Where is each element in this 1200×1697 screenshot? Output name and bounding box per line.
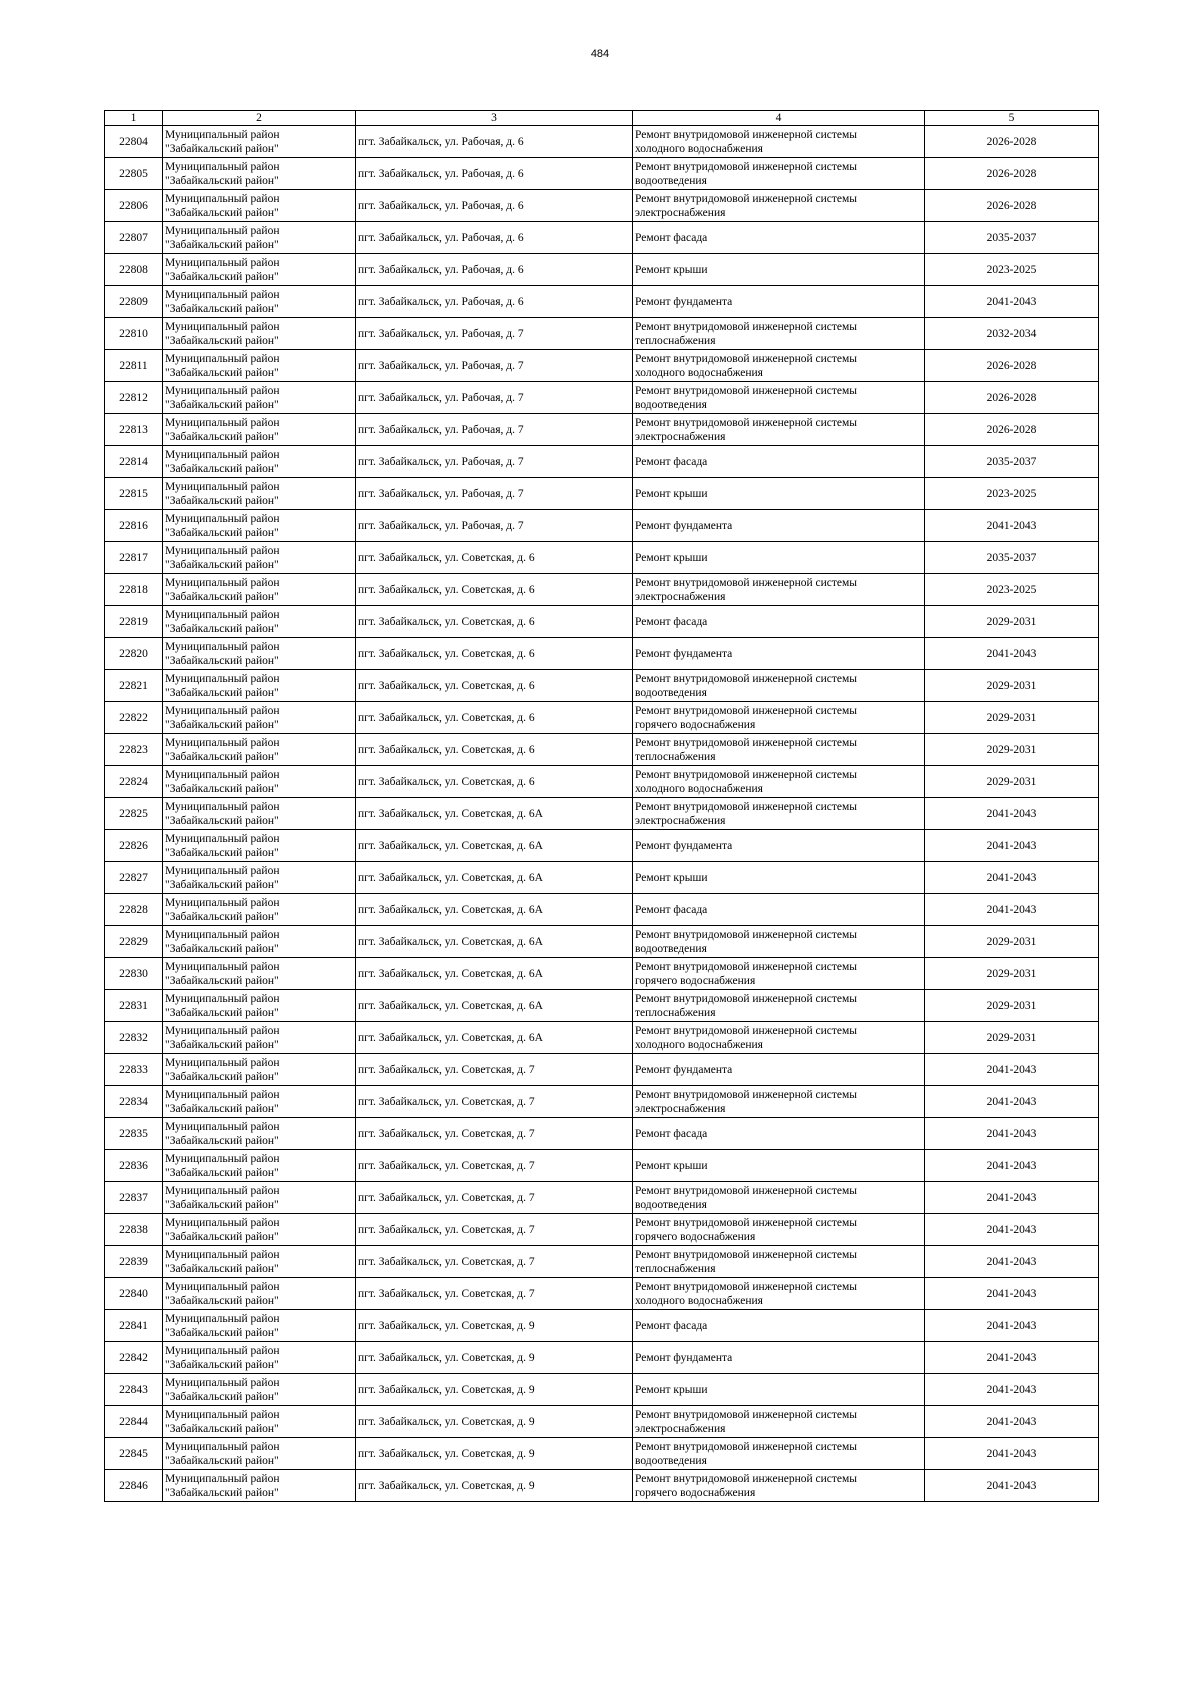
- work-type-cell: Ремонт фундамента: [633, 1342, 925, 1374]
- period-cell: 2026-2028: [925, 190, 1099, 222]
- period-cell: 2041-2043: [925, 638, 1099, 670]
- row-number: 22818: [105, 574, 163, 606]
- address-cell: пгт. Забайкальск, ул. Рабочая, д. 6: [356, 158, 633, 190]
- district-cell: Муниципальный район "Забайкальский район": [163, 766, 356, 798]
- district-cell: Муниципальный район "Забайкальский район": [163, 1086, 356, 1118]
- period-cell: 2035-2037: [925, 222, 1099, 254]
- row-number: 22804: [105, 126, 163, 158]
- work-type-cell: Ремонт фасада: [633, 446, 925, 478]
- period-cell: 2026-2028: [925, 126, 1099, 158]
- row-number: 22814: [105, 446, 163, 478]
- table-row: [105, 1118, 1099, 1150]
- district-cell: Муниципальный район "Забайкальский район": [163, 190, 356, 222]
- period-cell: 2029-2031: [925, 670, 1099, 702]
- period-cell: 2041-2043: [925, 1182, 1099, 1214]
- row-number: 22812: [105, 382, 163, 414]
- table-row: [105, 222, 1099, 254]
- work-type-cell: Ремонт внутридомовой инженерной системы водоотведения: [633, 1438, 925, 1470]
- address-cell: пгт. Забайкальск, ул. Рабочая, д. 7: [356, 350, 633, 382]
- row-number: 22815: [105, 478, 163, 510]
- period-cell: 2029-2031: [925, 1022, 1099, 1054]
- district-cell: Муниципальный район "Забайкальский район": [163, 1214, 356, 1246]
- district-cell: Муниципальный район "Забайкальский район": [163, 478, 356, 510]
- district-cell: Муниципальный район "Забайкальский район": [163, 1406, 356, 1438]
- table-row: [105, 1022, 1099, 1054]
- district-cell: Муниципальный район "Забайкальский район": [163, 510, 356, 542]
- address-cell: пгт. Забайкальск, ул. Рабочая, д. 6: [356, 190, 633, 222]
- work-type-cell: Ремонт внутридомовой инженерной системы теплоснабжения: [633, 1246, 925, 1278]
- table-row: [105, 318, 1099, 350]
- district-cell: Муниципальный район "Забайкальский район": [163, 542, 356, 574]
- table-row: [105, 894, 1099, 926]
- period-cell: 2041-2043: [925, 1470, 1099, 1502]
- period-cell: 2041-2043: [925, 1214, 1099, 1246]
- address-cell: пгт. Забайкальск, ул. Рабочая, д. 7: [356, 382, 633, 414]
- row-number: 22844: [105, 1406, 163, 1438]
- table-row: [105, 1406, 1099, 1438]
- page-number: 484: [590, 48, 610, 60]
- address-cell: пгт. Забайкальск, ул. Советская, д. 6: [356, 766, 633, 798]
- row-number: 22832: [105, 1022, 163, 1054]
- district-cell: Муниципальный район "Забайкальский район": [163, 1246, 356, 1278]
- row-number: 22838: [105, 1214, 163, 1246]
- address-cell: пгт. Забайкальск, ул. Рабочая, д. 7: [356, 414, 633, 446]
- district-cell: Муниципальный район "Забайкальский район": [163, 126, 356, 158]
- work-type-cell: Ремонт фасада: [633, 1118, 925, 1150]
- work-type-cell: Ремонт внутридомовой инженерной системы горячего водоснабжения: [633, 958, 925, 990]
- address-cell: пгт. Забайкальск, ул. Советская, д. 7: [356, 1086, 633, 1118]
- address-cell: пгт. Забайкальск, ул. Советская, д. 6: [356, 734, 633, 766]
- table-row: [105, 990, 1099, 1022]
- period-cell: 2041-2043: [925, 1054, 1099, 1086]
- period-cell: 2041-2043: [925, 1246, 1099, 1278]
- work-type-cell: Ремонт фундамента: [633, 638, 925, 670]
- period-cell: 2041-2043: [925, 1310, 1099, 1342]
- work-type-cell: Ремонт внутридомовой инженерной системы холодного водоснабжения: [633, 350, 925, 382]
- row-number: 22805: [105, 158, 163, 190]
- address-cell: пгт. Забайкальск, ул. Рабочая, д. 6: [356, 222, 633, 254]
- period-cell: 2035-2037: [925, 446, 1099, 478]
- period-cell: 2026-2028: [925, 382, 1099, 414]
- table-row: [105, 350, 1099, 382]
- row-number: 22822: [105, 702, 163, 734]
- work-type-cell: Ремонт внутридомовой инженерной системы электроснабжения: [633, 798, 925, 830]
- district-cell: Муниципальный район "Забайкальский район": [163, 1342, 356, 1374]
- district-cell: Муниципальный район "Забайкальский район": [163, 990, 356, 1022]
- table-row: [105, 830, 1099, 862]
- row-number: 22824: [105, 766, 163, 798]
- period-cell: 2041-2043: [925, 1342, 1099, 1374]
- row-number: 22827: [105, 862, 163, 894]
- row-number: 22813: [105, 414, 163, 446]
- period-cell: 2041-2043: [925, 510, 1099, 542]
- row-number: 22809: [105, 286, 163, 318]
- row-number: 22806: [105, 190, 163, 222]
- table-row: [105, 1246, 1099, 1278]
- table-row: [105, 1182, 1099, 1214]
- row-number: 22829: [105, 926, 163, 958]
- address-cell: пгт. Забайкальск, ул. Советская, д. 6А: [356, 958, 633, 990]
- work-type-cell: Ремонт крыши: [633, 1150, 925, 1182]
- address-cell: пгт. Забайкальск, ул. Рабочая, д. 7: [356, 318, 633, 350]
- address-cell: пгт. Забайкальск, ул. Советская, д. 7: [356, 1246, 633, 1278]
- table-row: [105, 574, 1099, 606]
- row-number: 22845: [105, 1438, 163, 1470]
- table-row: [105, 1278, 1099, 1310]
- district-cell: Муниципальный район "Забайкальский район": [163, 1310, 356, 1342]
- row-number: 22843: [105, 1374, 163, 1406]
- column-header: 2: [163, 111, 356, 126]
- work-type-cell: Ремонт внутридомовой инженерной системы водоотведения: [633, 1182, 925, 1214]
- table-row: [105, 286, 1099, 318]
- address-cell: пгт. Забайкальск, ул. Рабочая, д. 7: [356, 478, 633, 510]
- row-number: 22836: [105, 1150, 163, 1182]
- period-cell: 2023-2025: [925, 254, 1099, 286]
- row-number: 22835: [105, 1118, 163, 1150]
- table-row: [105, 766, 1099, 798]
- table-row: [105, 1470, 1099, 1502]
- work-type-cell: Ремонт внутридомовой инженерной системы электроснабжения: [633, 190, 925, 222]
- table-row: [105, 1054, 1099, 1086]
- period-cell: 2041-2043: [925, 1118, 1099, 1150]
- table-row: [105, 510, 1099, 542]
- work-type-cell: Ремонт внутридомовой инженерной системы электроснабжения: [633, 414, 925, 446]
- district-cell: Муниципальный район "Забайкальский район": [163, 958, 356, 990]
- table-row: [105, 702, 1099, 734]
- work-type-cell: Ремонт фасада: [633, 606, 925, 638]
- work-type-cell: Ремонт внутридомовой инженерной системы горячего водоснабжения: [633, 1214, 925, 1246]
- district-cell: Муниципальный район "Забайкальский район": [163, 670, 356, 702]
- district-cell: Муниципальный район "Забайкальский район": [163, 926, 356, 958]
- address-cell: пгт. Забайкальск, ул. Советская, д. 6: [356, 638, 633, 670]
- period-cell: 2032-2034: [925, 318, 1099, 350]
- row-number: 22841: [105, 1310, 163, 1342]
- row-number: 22826: [105, 830, 163, 862]
- address-cell: пгт. Забайкальск, ул. Советская, д. 6А: [356, 1022, 633, 1054]
- district-cell: Муниципальный район "Забайкальский район": [163, 286, 356, 318]
- table-row: [105, 1150, 1099, 1182]
- address-cell: пгт. Забайкальск, ул. Советская, д. 6А: [356, 894, 633, 926]
- work-type-cell: Ремонт внутридомовой инженерной системы холодного водоснабжения: [633, 1022, 925, 1054]
- work-type-cell: Ремонт внутридомовой инженерной системы электроснабжения: [633, 574, 925, 606]
- district-cell: Муниципальный район "Забайкальский район": [163, 1118, 356, 1150]
- district-cell: Муниципальный район "Забайкальский район": [163, 1150, 356, 1182]
- work-type-cell: Ремонт фундамента: [633, 830, 925, 862]
- table-row: [105, 1438, 1099, 1470]
- period-cell: 2029-2031: [925, 606, 1099, 638]
- district-cell: Муниципальный район "Забайкальский район": [163, 318, 356, 350]
- work-type-cell: Ремонт крыши: [633, 542, 925, 574]
- address-cell: пгт. Забайкальск, ул. Советская, д. 6: [356, 606, 633, 638]
- table-row: [105, 958, 1099, 990]
- work-type-cell: Ремонт внутридомовой инженерной системы теплоснабжения: [633, 990, 925, 1022]
- table-row: [105, 638, 1099, 670]
- period-cell: 2041-2043: [925, 1150, 1099, 1182]
- row-number: 22831: [105, 990, 163, 1022]
- district-cell: Муниципальный район "Забайкальский район": [163, 1278, 356, 1310]
- period-cell: 2035-2037: [925, 542, 1099, 574]
- row-number: 22846: [105, 1470, 163, 1502]
- period-cell: 2041-2043: [925, 1406, 1099, 1438]
- period-cell: 2029-2031: [925, 702, 1099, 734]
- table-row: [105, 478, 1099, 510]
- district-cell: Муниципальный район "Забайкальский район": [163, 1022, 356, 1054]
- work-type-cell: Ремонт внутридомовой инженерной системы водоотведения: [633, 926, 925, 958]
- table-row: [105, 158, 1099, 190]
- work-type-cell: Ремонт внутридомовой инженерной системы холодного водоснабжения: [633, 126, 925, 158]
- district-cell: Муниципальный район "Забайкальский район": [163, 350, 356, 382]
- row-number: 22820: [105, 638, 163, 670]
- period-cell: 2026-2028: [925, 158, 1099, 190]
- table-row: [105, 446, 1099, 478]
- work-type-cell: Ремонт внутридомовой инженерной системы водоотведения: [633, 382, 925, 414]
- period-cell: 2041-2043: [925, 1438, 1099, 1470]
- district-cell: Муниципальный район "Забайкальский район": [163, 446, 356, 478]
- work-type-cell: Ремонт внутридомовой инженерной системы электроснабжения: [633, 1086, 925, 1118]
- address-cell: пгт. Забайкальск, ул. Советская, д. 7: [356, 1182, 633, 1214]
- district-cell: Муниципальный район "Забайкальский район": [163, 382, 356, 414]
- district-cell: Муниципальный район "Забайкальский район": [163, 606, 356, 638]
- address-cell: пгт. Забайкальск, ул. Советская, д. 9: [356, 1406, 633, 1438]
- period-cell: 2029-2031: [925, 990, 1099, 1022]
- work-type-cell: Ремонт внутридомовой инженерной системы водоотведения: [633, 158, 925, 190]
- address-cell: пгт. Забайкальск, ул. Советская, д. 7: [356, 1150, 633, 1182]
- district-cell: Муниципальный район "Забайкальский район": [163, 894, 356, 926]
- row-number: 22839: [105, 1246, 163, 1278]
- header-row: [105, 111, 1099, 126]
- row-number: 22823: [105, 734, 163, 766]
- district-cell: Муниципальный район "Забайкальский район": [163, 702, 356, 734]
- table-row: [105, 126, 1099, 158]
- work-type-cell: Ремонт внутридомовой инженерной системы теплоснабжения: [633, 318, 925, 350]
- address-cell: пгт. Забайкальск, ул. Рабочая, д. 6: [356, 254, 633, 286]
- address-cell: пгт. Забайкальск, ул. Рабочая, д. 7: [356, 446, 633, 478]
- work-type-cell: Ремонт крыши: [633, 862, 925, 894]
- row-number: 22819: [105, 606, 163, 638]
- work-type-cell: Ремонт внутридомовой инженерной системы электроснабжения: [633, 1406, 925, 1438]
- work-type-cell: Ремонт внутридомовой инженерной системы холодного водоснабжения: [633, 766, 925, 798]
- district-cell: Муниципальный район "Забайкальский район": [163, 158, 356, 190]
- column-header: 3: [356, 111, 633, 126]
- district-cell: Муниципальный район "Забайкальский район": [163, 1438, 356, 1470]
- period-cell: 2041-2043: [925, 1278, 1099, 1310]
- district-cell: Муниципальный район "Забайкальский район": [163, 574, 356, 606]
- period-cell: 2029-2031: [925, 734, 1099, 766]
- work-type-cell: Ремонт фундамента: [633, 286, 925, 318]
- address-cell: пгт. Забайкальск, ул. Рабочая, д. 7: [356, 510, 633, 542]
- district-cell: Муниципальный район "Забайкальский район": [163, 798, 356, 830]
- address-cell: пгт. Забайкальск, ул. Рабочая, д. 6: [356, 126, 633, 158]
- period-cell: 2029-2031: [925, 958, 1099, 990]
- row-number: 22811: [105, 350, 163, 382]
- district-cell: Муниципальный район "Забайкальский район": [163, 414, 356, 446]
- work-type-cell: Ремонт фасада: [633, 894, 925, 926]
- period-cell: 2026-2028: [925, 350, 1099, 382]
- address-cell: пгт. Забайкальск, ул. Советская, д. 6: [356, 542, 633, 574]
- table-row: [105, 190, 1099, 222]
- address-cell: пгт. Забайкальск, ул. Советская, д. 6: [356, 574, 633, 606]
- column-header: 5: [925, 111, 1099, 126]
- table-row: [105, 734, 1099, 766]
- period-cell: 2041-2043: [925, 286, 1099, 318]
- address-cell: пгт. Забайкальск, ул. Советская, д. 6А: [356, 862, 633, 894]
- address-cell: пгт. Забайкальск, ул. Советская, д. 7: [356, 1054, 633, 1086]
- address-cell: пгт. Забайкальск, ул. Советская, д. 9: [356, 1374, 633, 1406]
- address-cell: пгт. Забайкальск, ул. Рабочая, д. 6: [356, 286, 633, 318]
- row-number: 22808: [105, 254, 163, 286]
- district-cell: Муниципальный район "Забайкальский район": [163, 1374, 356, 1406]
- table-row: [105, 1214, 1099, 1246]
- table-row: [105, 382, 1099, 414]
- address-cell: пгт. Забайкальск, ул. Советская, д. 9: [356, 1310, 633, 1342]
- address-cell: пгт. Забайкальск, ул. Советская, д. 6: [356, 670, 633, 702]
- table-row: [105, 926, 1099, 958]
- row-number: 22840: [105, 1278, 163, 1310]
- row-number: 22810: [105, 318, 163, 350]
- period-cell: 2041-2043: [925, 798, 1099, 830]
- address-cell: пгт. Забайкальск, ул. Советская, д. 9: [356, 1342, 633, 1374]
- work-type-cell: Ремонт фундамента: [633, 510, 925, 542]
- work-type-cell: Ремонт фундамента: [633, 1054, 925, 1086]
- district-cell: Муниципальный район "Забайкальский район": [163, 830, 356, 862]
- address-cell: пгт. Забайкальск, ул. Советская, д. 6А: [356, 990, 633, 1022]
- column-header: 4: [633, 111, 925, 126]
- work-type-cell: Ремонт крыши: [633, 254, 925, 286]
- district-cell: Муниципальный район "Забайкальский район": [163, 222, 356, 254]
- table-row: [105, 862, 1099, 894]
- work-type-cell: Ремонт фасада: [633, 1310, 925, 1342]
- table-row: [105, 1310, 1099, 1342]
- address-cell: пгт. Забайкальск, ул. Советская, д. 9: [356, 1470, 633, 1502]
- table-row: [105, 1086, 1099, 1118]
- period-cell: 2023-2025: [925, 478, 1099, 510]
- period-cell: 2041-2043: [925, 1086, 1099, 1118]
- district-cell: Муниципальный район "Забайкальский район": [163, 1470, 356, 1502]
- table-row: [105, 798, 1099, 830]
- period-cell: 2029-2031: [925, 766, 1099, 798]
- district-cell: Муниципальный район "Забайкальский район": [163, 1054, 356, 1086]
- table-row: [105, 1374, 1099, 1406]
- table-row: [105, 606, 1099, 638]
- work-type-cell: Ремонт фасада: [633, 222, 925, 254]
- period-cell: 2041-2043: [925, 862, 1099, 894]
- period-cell: 2041-2043: [925, 830, 1099, 862]
- row-number: 22807: [105, 222, 163, 254]
- row-number: 22816: [105, 510, 163, 542]
- row-number: 22834: [105, 1086, 163, 1118]
- row-number: 22833: [105, 1054, 163, 1086]
- work-type-cell: Ремонт крыши: [633, 478, 925, 510]
- row-number: 22837: [105, 1182, 163, 1214]
- period-cell: 2041-2043: [925, 1374, 1099, 1406]
- address-cell: пгт. Забайкальск, ул. Советская, д. 7: [356, 1118, 633, 1150]
- table-row: [105, 254, 1099, 286]
- work-type-cell: Ремонт внутридомовой инженерной системы холодного водоснабжения: [633, 1278, 925, 1310]
- row-number: 22830: [105, 958, 163, 990]
- row-number: 22817: [105, 542, 163, 574]
- table-row: [105, 670, 1099, 702]
- district-cell: Муниципальный район "Забайкальский район": [163, 1182, 356, 1214]
- work-type-cell: Ремонт крыши: [633, 1374, 925, 1406]
- table-row: [105, 414, 1099, 446]
- work-type-cell: Ремонт внутридомовой инженерной системы горячего водоснабжения: [633, 1470, 925, 1502]
- address-cell: пгт. Забайкальск, ул. Советская, д. 6: [356, 702, 633, 734]
- table-row: [105, 542, 1099, 574]
- district-cell: Муниципальный район "Забайкальский район": [163, 254, 356, 286]
- address-cell: пгт. Забайкальск, ул. Советская, д. 7: [356, 1278, 633, 1310]
- address-cell: пгт. Забайкальск, ул. Советская, д. 7: [356, 1214, 633, 1246]
- row-number: 22825: [105, 798, 163, 830]
- period-cell: 2026-2028: [925, 414, 1099, 446]
- row-number: 22842: [105, 1342, 163, 1374]
- work-type-cell: Ремонт внутридомовой инженерной системы горячего водоснабжения: [633, 702, 925, 734]
- column-header: 1: [105, 111, 163, 126]
- table-row: [105, 1342, 1099, 1374]
- work-type-cell: Ремонт внутридомовой инженерной системы теплоснабжения: [633, 734, 925, 766]
- row-number: 22821: [105, 670, 163, 702]
- address-cell: пгт. Забайкальск, ул. Советская, д. 6А: [356, 926, 633, 958]
- work-type-cell: Ремонт внутридомовой инженерной системы водоотведения: [633, 670, 925, 702]
- district-cell: Муниципальный район "Забайкальский район": [163, 862, 356, 894]
- address-cell: пгт. Забайкальск, ул. Советская, д. 6А: [356, 830, 633, 862]
- period-cell: 2023-2025: [925, 574, 1099, 606]
- repair-schedule-table: [104, 110, 1099, 1502]
- address-cell: пгт. Забайкальск, ул. Советская, д. 9: [356, 1438, 633, 1470]
- period-cell: 2041-2043: [925, 894, 1099, 926]
- district-cell: Муниципальный район "Забайкальский район": [163, 734, 356, 766]
- address-cell: пгт. Забайкальск, ул. Советская, д. 6А: [356, 798, 633, 830]
- period-cell: 2029-2031: [925, 926, 1099, 958]
- district-cell: Муниципальный район "Забайкальский район": [163, 638, 356, 670]
- row-number: 22828: [105, 894, 163, 926]
